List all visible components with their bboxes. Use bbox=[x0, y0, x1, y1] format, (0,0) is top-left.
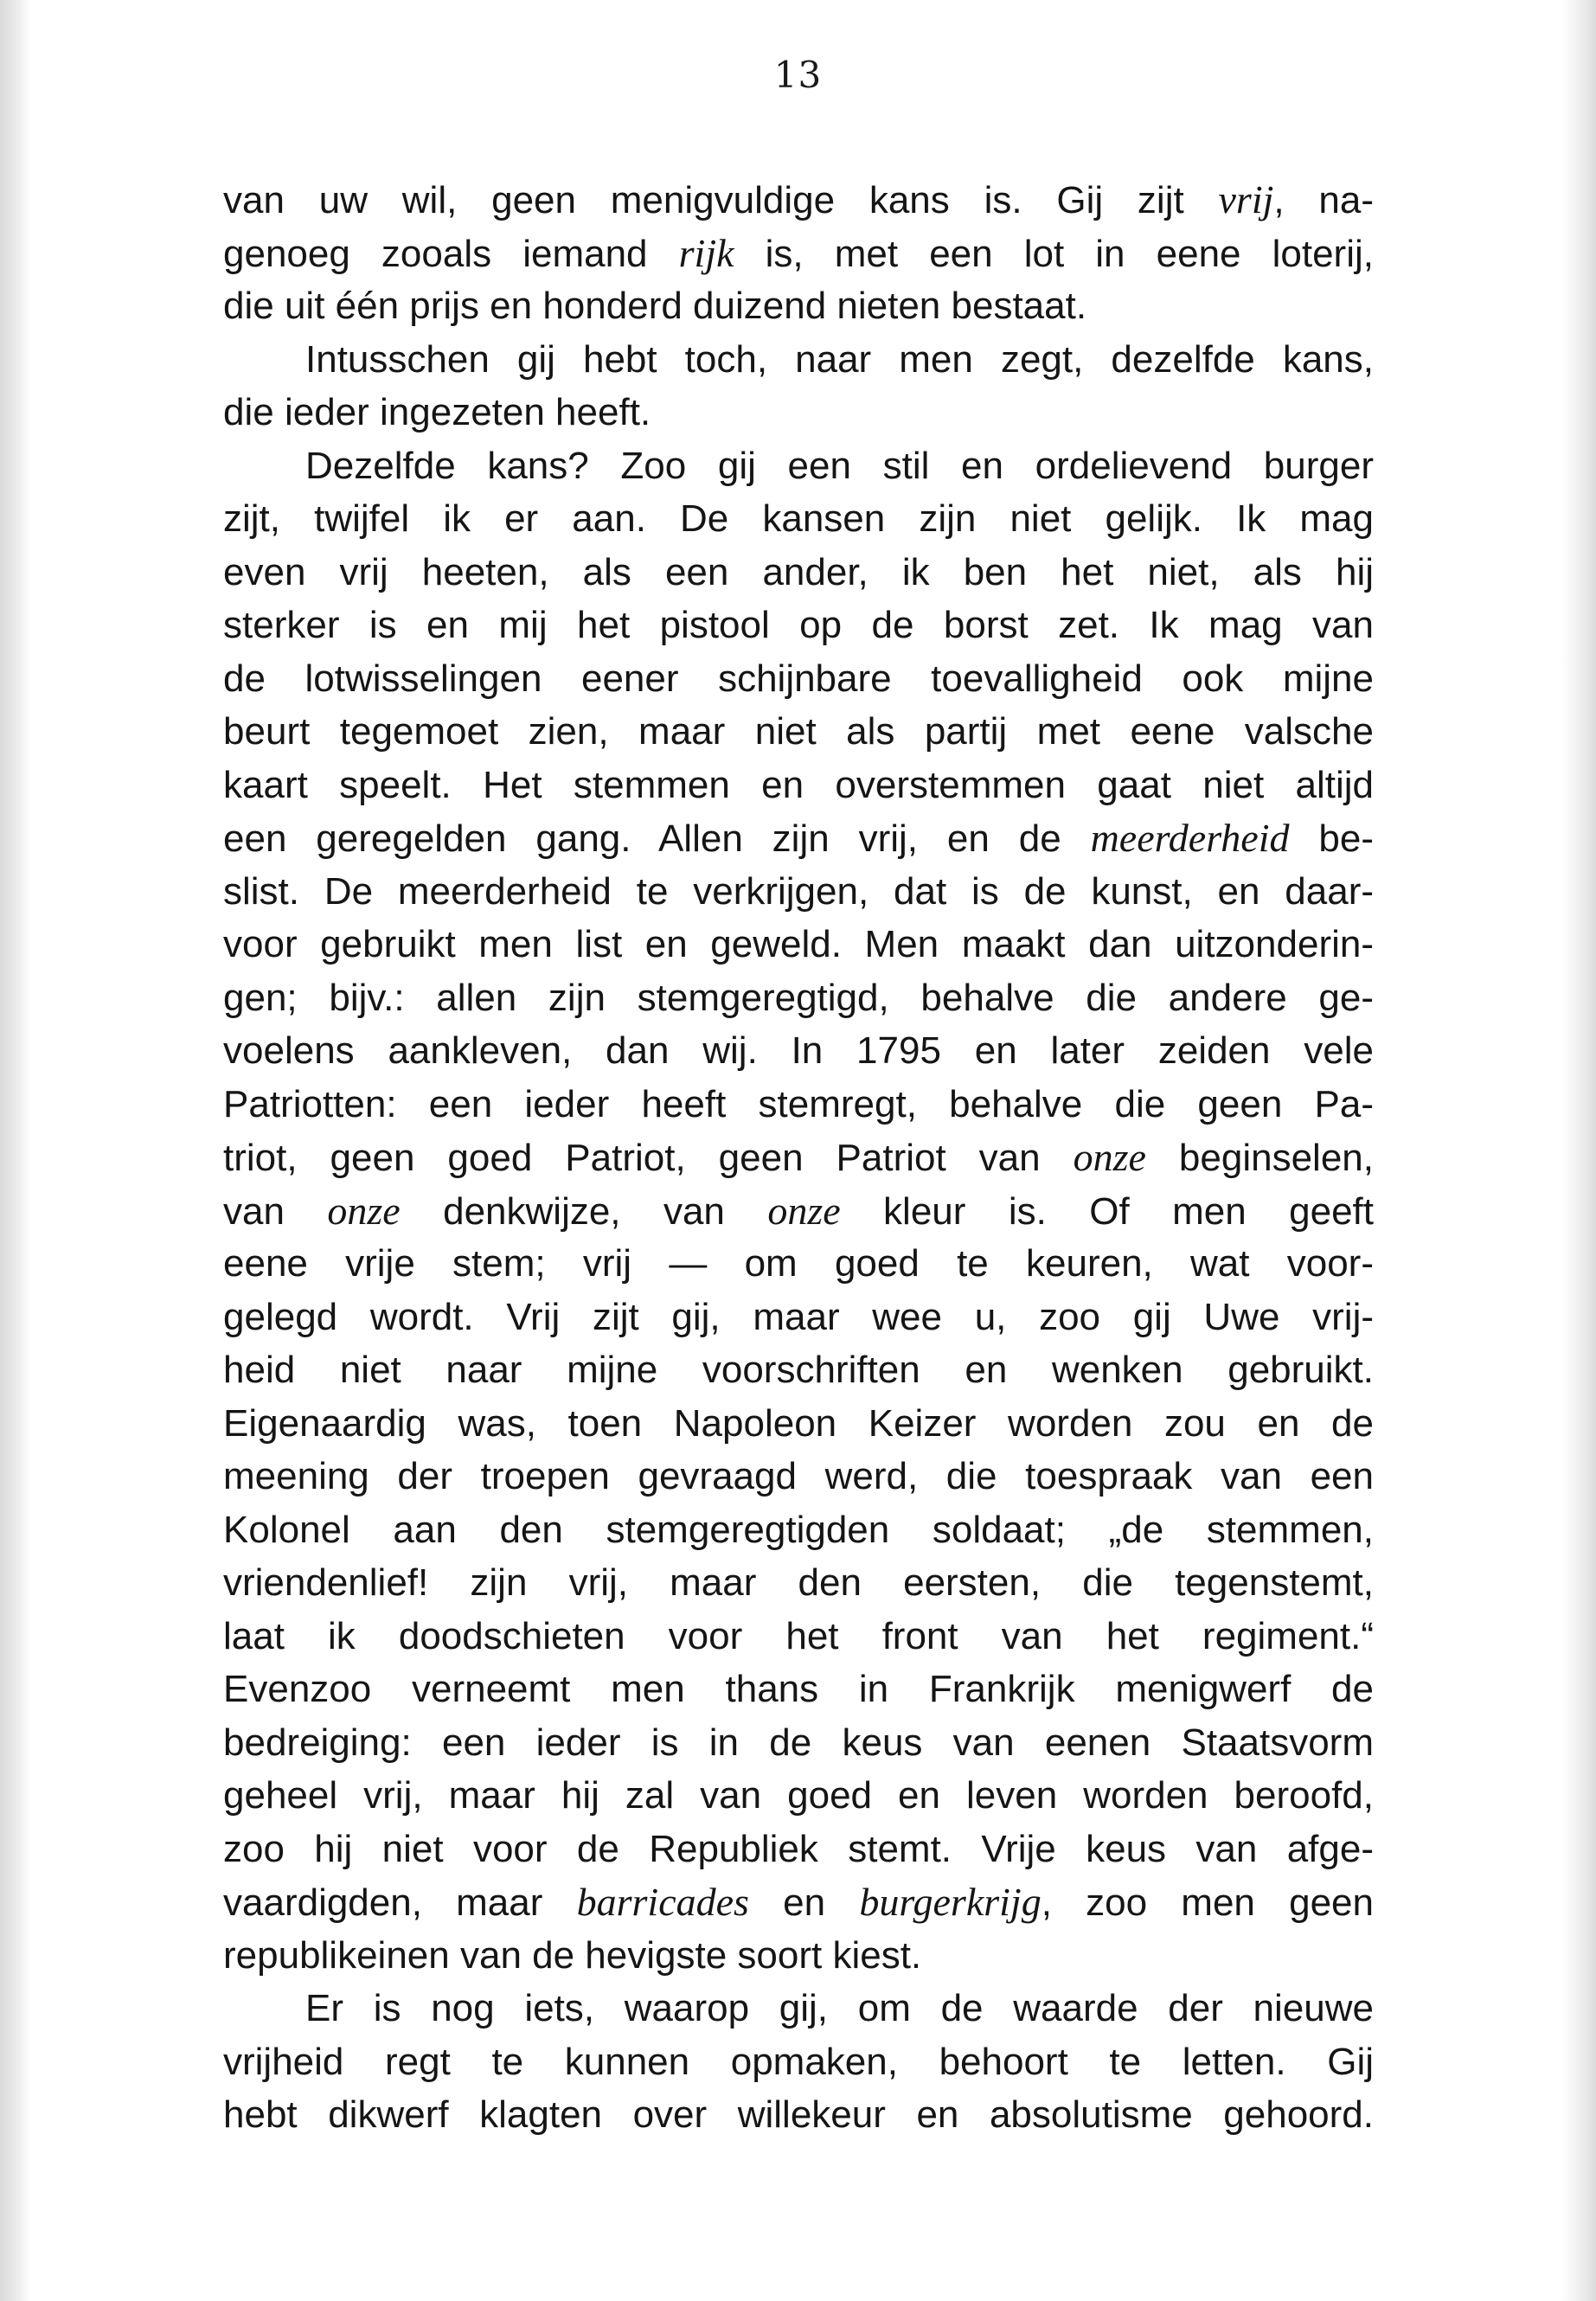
text-run: eene vrije stem; vrij — om goed te keuren, wat voor- bbox=[223, 1242, 1374, 1285]
text-line bbox=[223, 1397, 1374, 1451]
text-line bbox=[223, 2088, 1374, 2142]
text-run: de lotwisselingen eener schijnbare toevalligheid ook mijne bbox=[223, 657, 1374, 700]
text-run: republikeinen van de hevigste soort kiest. bbox=[223, 1933, 922, 1977]
text-line bbox=[223, 1237, 1374, 1291]
text-line bbox=[223, 1769, 1374, 1823]
text-run: vriendenlief! zijn vrij, maar den eersten, die tegenstemt, bbox=[223, 1561, 1374, 1604]
text-line bbox=[223, 1024, 1374, 1078]
text-line bbox=[223, 1823, 1374, 1876]
text-run: Eigenaardig was, toen Napoleon Keizer worden zou en de bbox=[223, 1401, 1374, 1445]
text-run: hebt dikwerf klagten over willekeur en absolutisme gehoord. bbox=[223, 2093, 1374, 2136]
text-run: be- bbox=[1289, 817, 1374, 860]
text-run: is, met een lot in eene loterij, bbox=[734, 232, 1374, 275]
text-line bbox=[223, 1610, 1374, 1663]
text-line bbox=[223, 705, 1374, 759]
text-run: , na- bbox=[1273, 179, 1374, 221]
text-run: bedreiging: een ieder is in de keus van eenen Staatsvorm bbox=[223, 1721, 1374, 1764]
text-line bbox=[223, 1556, 1374, 1610]
text-line bbox=[223, 1982, 1374, 2035]
text-line bbox=[223, 971, 1374, 1025]
page-left-edge-shadow bbox=[0, 0, 31, 2301]
text-line bbox=[223, 1716, 1374, 1770]
italic-text: onze bbox=[1073, 1135, 1146, 1179]
text-line bbox=[223, 227, 1374, 280]
text-run: zijt, twijfel ik er aan. De kansen zijn niet gelijk. Ik mag bbox=[223, 497, 1374, 540]
text-run: laat ik doodschieten voor het front van het regiment.“ bbox=[223, 1614, 1374, 1657]
text-run: beurt tegemoet zien, maar niet als partij met eene valsche bbox=[223, 710, 1374, 753]
text-line bbox=[223, 1131, 1374, 1184]
text-run: Er is nog iets, waarop gij, om de waarde der nieuwe bbox=[305, 1987, 1374, 2029]
text-run: zoo hij niet voor de Republiek stemt. Vrije keus van afge- bbox=[223, 1827, 1374, 1870]
text-line bbox=[223, 811, 1374, 865]
text-line bbox=[223, 599, 1374, 652]
text-line bbox=[223, 2035, 1374, 2089]
page-number: 13 bbox=[773, 54, 823, 96]
text-line bbox=[223, 279, 1374, 333]
text-line bbox=[223, 1503, 1374, 1557]
text-run: kleur is. Of men geeft bbox=[840, 1189, 1374, 1233]
italic-text: onze bbox=[327, 1188, 401, 1233]
text-run: slist. De meerderheid te verkrijgen, dat is de kunst, en daar- bbox=[223, 869, 1374, 913]
text-run: Kolonel aan den stemgeregtigden soldaat; „de stemmen, bbox=[223, 1508, 1374, 1551]
text-line bbox=[223, 546, 1374, 599]
body-text bbox=[223, 173, 1374, 2142]
text-run: Dezelfde kans? Zoo gij een stil en ordelievend burger bbox=[305, 444, 1374, 487]
text-run: geheel vrij, maar hij zal van goed en leven worden beroofd, bbox=[223, 1774, 1374, 1817]
text-run: sterker is en mij het pistool op de borst zet. Ik mag van bbox=[223, 604, 1374, 646]
text-run: meening der troepen gevraagd werd, die toespraak van een bbox=[223, 1455, 1374, 1497]
italic-text: onze bbox=[767, 1188, 841, 1233]
text-line bbox=[223, 439, 1374, 493]
text-run: die ieder ingezeten heeft. bbox=[223, 391, 651, 433]
text-run: van bbox=[223, 1189, 328, 1233]
text-run: vaardigden, maar bbox=[223, 1881, 577, 1924]
italic-text: rijk bbox=[678, 230, 734, 275]
text-line bbox=[223, 1184, 1374, 1238]
text-run: triot, geen goed Patriot, geen Patriot van bbox=[223, 1137, 1074, 1179]
text-run: gelegd wordt. Vrij zijt gij, maar wee u, zoo gij Uwe vrij- bbox=[223, 1295, 1374, 1338]
text-line bbox=[223, 759, 1374, 812]
text-line bbox=[223, 1343, 1374, 1397]
text-run: , zoo men geen bbox=[1041, 1881, 1374, 1924]
text-line bbox=[223, 492, 1374, 546]
text-run: een geregelden gang. Allen zijn vrij, en de bbox=[223, 817, 1091, 860]
italic-text: burgerkrijg bbox=[859, 1880, 1042, 1924]
text-run: heid niet naar mijne voorschriften en wenken gebruikt. bbox=[223, 1349, 1374, 1391]
text-line bbox=[223, 386, 1374, 439]
text-line bbox=[223, 918, 1374, 971]
text-run: Intusschen gij hebt toch, naar men zegt, dezelfde kans, bbox=[305, 337, 1374, 381]
text-line bbox=[223, 1291, 1374, 1344]
text-line bbox=[223, 1078, 1374, 1131]
text-run: Patriotten: een ieder heeft stemregt, behalve die geen Pa- bbox=[223, 1082, 1374, 1125]
page-right-edge-shadow bbox=[1561, 0, 1596, 2301]
italic-text: barricades bbox=[576, 1880, 749, 1924]
text-run: die uit één prijs en honderd duizend nieten bestaat. bbox=[223, 285, 1087, 327]
text-run: voor gebruikt men list en geweld. Men maakt dan uitzonderin- bbox=[223, 923, 1374, 965]
text-run: kaart speelt. Het stemmen en overstemmen gaat niet altijd bbox=[223, 763, 1374, 806]
text-run: denkwijze, van bbox=[400, 1189, 768, 1233]
text-line bbox=[223, 1875, 1374, 1929]
text-run: voelens aankleven, dan wij. In 1795 en later zeiden vele bbox=[223, 1029, 1374, 1072]
text-run: van uw wil, geen menigvuldige kans is. Gij zijt bbox=[223, 179, 1219, 221]
text-run: beginselen, bbox=[1145, 1137, 1374, 1179]
text-run: even vrij heeten, als een ander, ik ben het niet, als hij bbox=[223, 550, 1374, 593]
text-line bbox=[223, 1663, 1374, 1716]
text-run: Evenzoo verneemt men thans in Frankrijk menigwerf de bbox=[223, 1668, 1374, 1710]
italic-text: meerderheid bbox=[1090, 816, 1290, 860]
text-line bbox=[223, 333, 1374, 387]
text-run: en bbox=[748, 1881, 860, 1924]
text-run: gen; bijv.: allen zijn stemgeregtigd, behalve die andere ge- bbox=[223, 976, 1374, 1019]
text-line bbox=[223, 173, 1374, 227]
text-line bbox=[223, 1450, 1374, 1503]
text-line bbox=[223, 1929, 1374, 1983]
text-line bbox=[223, 865, 1374, 919]
text-run: genoeg zooals iemand bbox=[223, 232, 679, 275]
text-line bbox=[223, 652, 1374, 706]
italic-text: vrij bbox=[1218, 177, 1274, 221]
text-run: vrijheid regt te kunnen opmaken, behoort te letten. Gij bbox=[223, 2040, 1374, 2083]
